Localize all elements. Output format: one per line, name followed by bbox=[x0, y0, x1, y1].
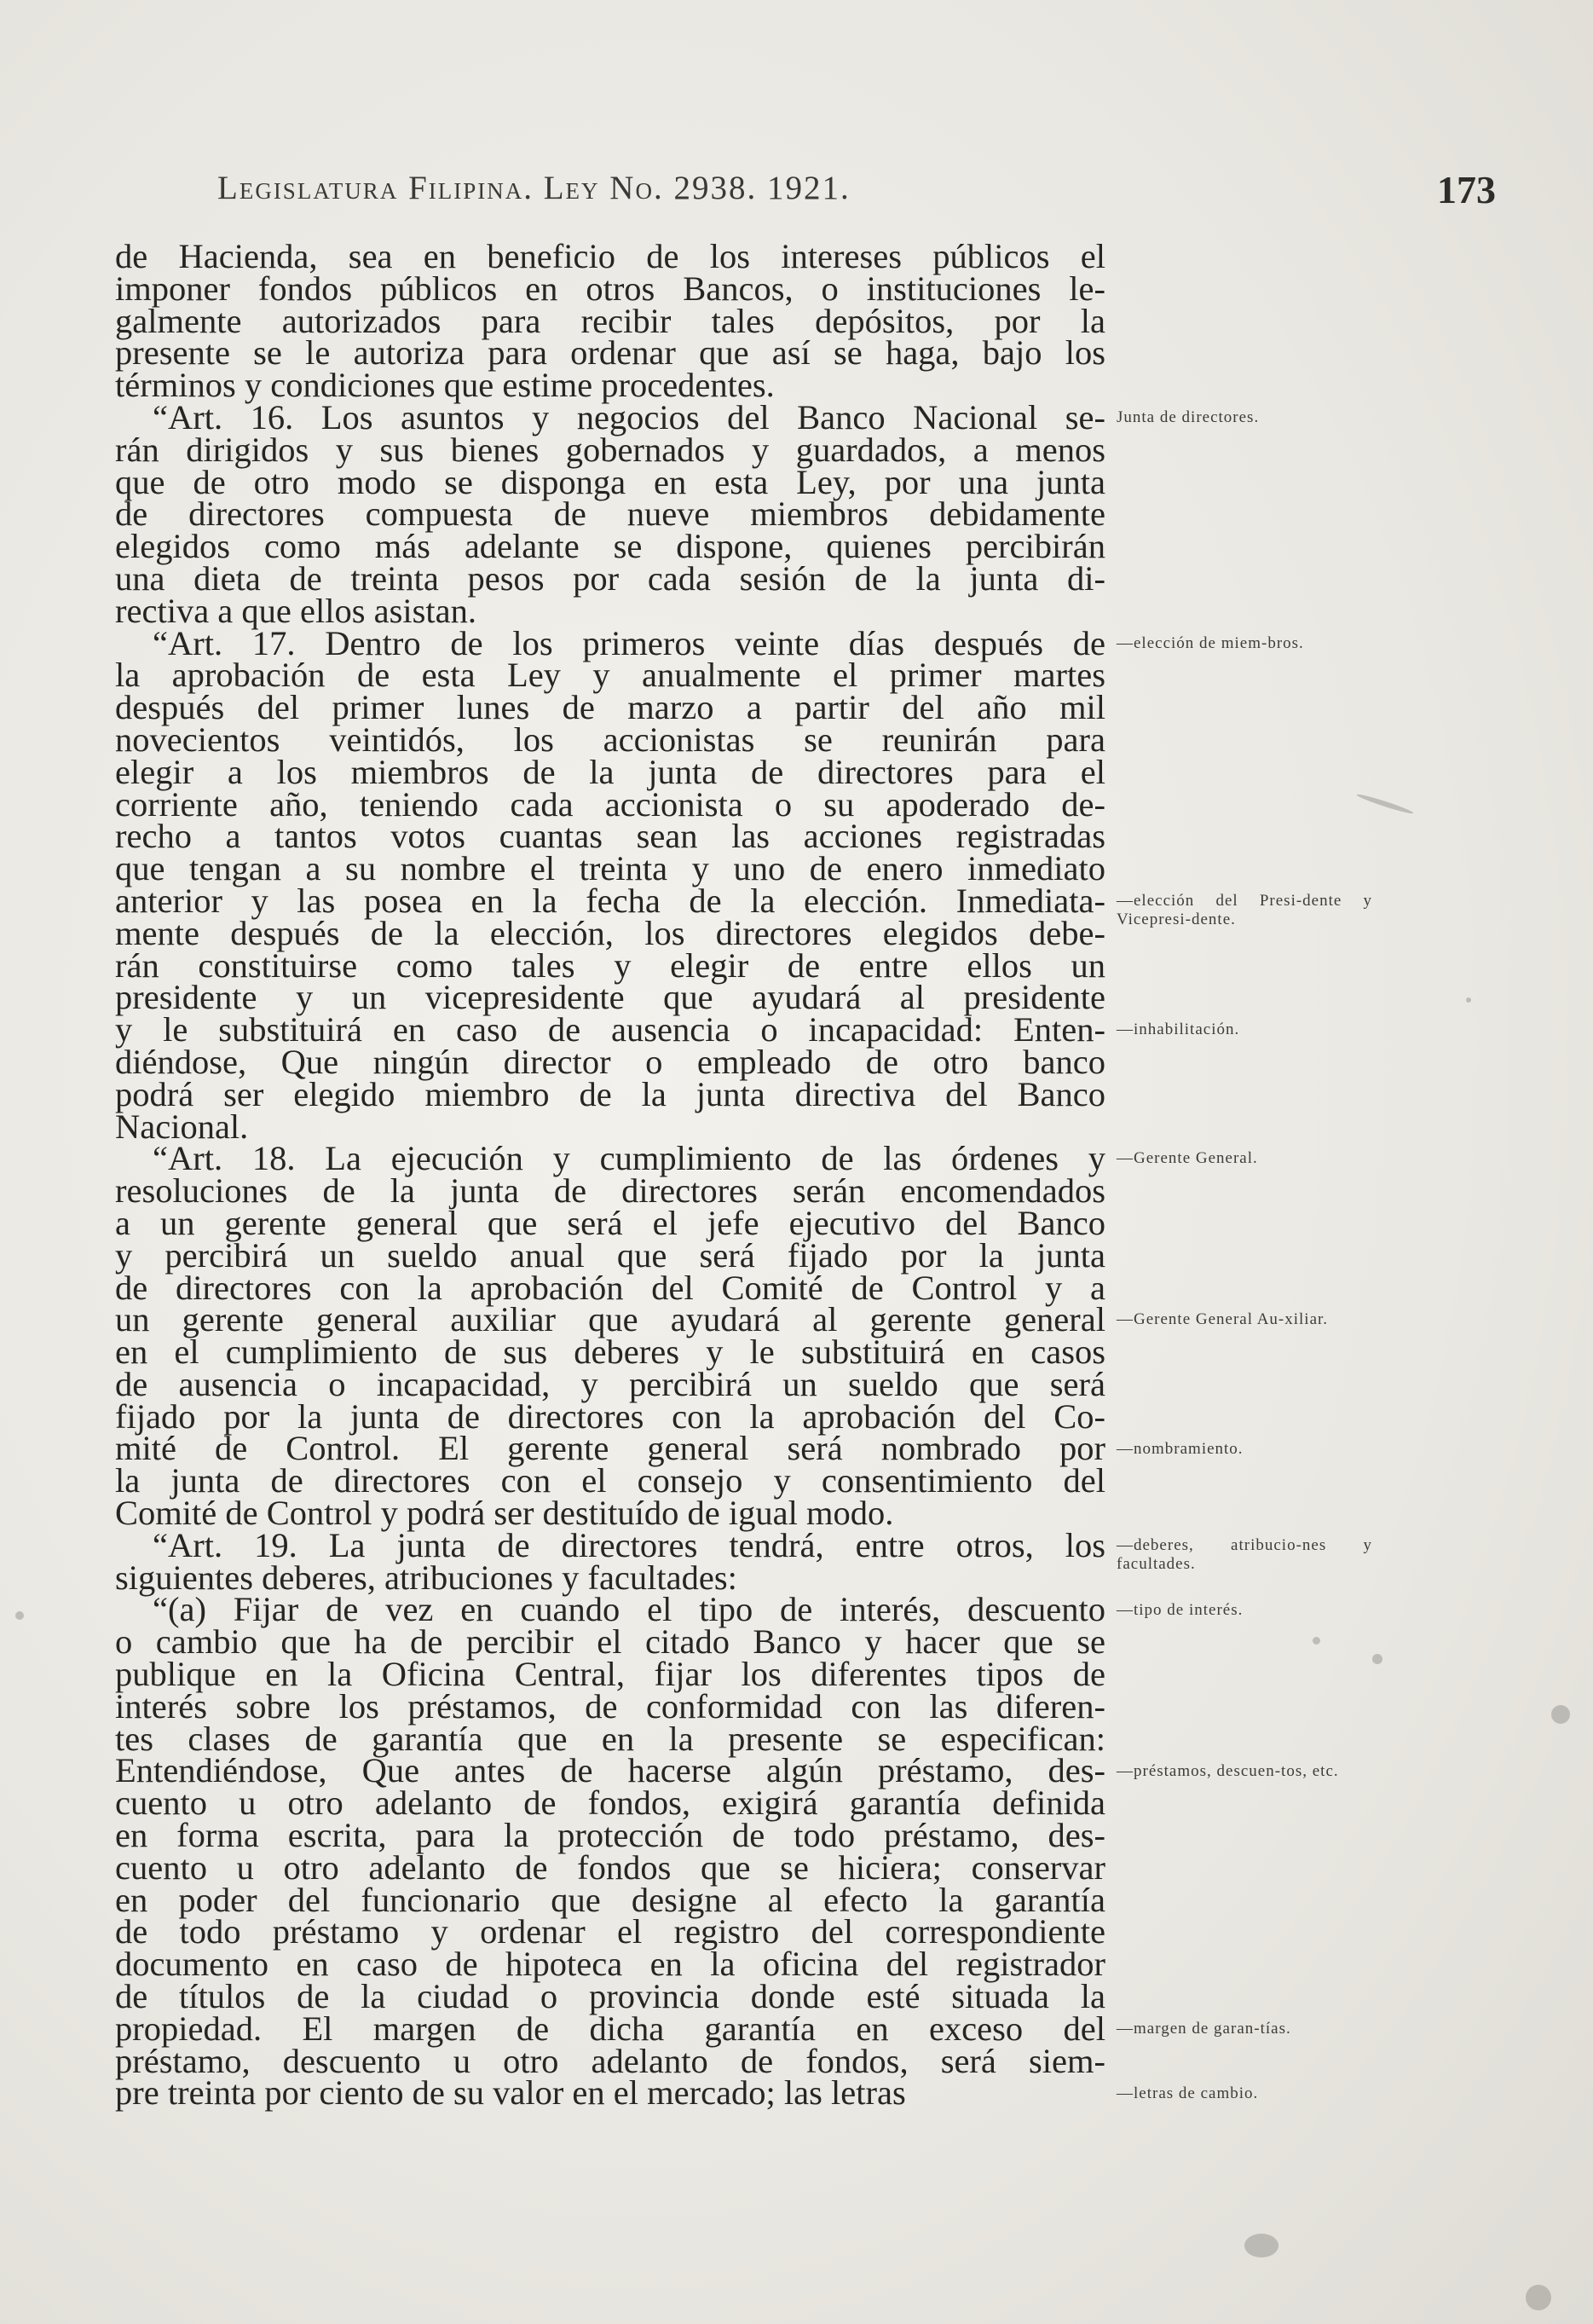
text-line: documento en caso de hipoteca en la oficina del registrador bbox=[115, 1945, 1105, 1984]
text-line: mité de Control. El gerente general será nombrado por bbox=[115, 1429, 1105, 1468]
text-line: corriente año, teniendo cada accionista o su apoderado de- bbox=[115, 784, 1105, 824]
text-line: presente se le autoriza para ordenar que así se haga, bajo los bbox=[115, 333, 1105, 373]
text-line: tes clases de garantía que en la presente se especifican: bbox=[115, 1719, 1105, 1758]
text-line: préstamo, descuento u otro adelanto de fondos, será siem- bbox=[115, 2041, 1105, 2080]
margin-note: —margen de garan-tías. bbox=[1117, 2020, 1291, 2038]
scan-speck bbox=[15, 1611, 24, 1620]
text-line: y le substituirá en caso de ausencia o incapacidad: Enten- bbox=[115, 1010, 1105, 1049]
text-line: términos y condiciones que estime procedentes. bbox=[115, 366, 775, 405]
margin-note: —préstamos, descuen-tos, etc. bbox=[1117, 1761, 1339, 1780]
margin-note: —nombramiento. bbox=[1117, 1439, 1244, 1458]
text-line: “Art. 16. Los asuntos y negocios del Banco Nacional se- bbox=[153, 397, 1105, 436]
text-line: después del primer lunes de marzo a partir del año mil bbox=[115, 688, 1105, 727]
text-line: “Art. 17. Dentro de los primeros veinte días después de bbox=[153, 623, 1105, 662]
text-line: de Hacienda, sea en beneficio de los intereses públicos el bbox=[115, 237, 1105, 275]
text-line: interés sobre los préstamos, de conformidad con las diferen- bbox=[115, 1686, 1105, 1726]
scan-speck bbox=[1313, 1637, 1320, 1645]
text-line: de ausencia o incapacidad, y percibirá un sueldo que será bbox=[115, 1364, 1105, 1403]
text-line: en el cumplimiento de sus deberes y le substituirá en casos bbox=[115, 1333, 1105, 1372]
text-line: pre treinta por ciento de su valor en el mercado; las letras bbox=[115, 2073, 906, 2113]
scan-speck bbox=[1466, 997, 1471, 1003]
scan-speck bbox=[1526, 2285, 1551, 2310]
scan-speck bbox=[1551, 1705, 1570, 1724]
text-line: elegidos como más adelante se dispone, quienes percibirán bbox=[115, 527, 1105, 566]
page-number: 173 bbox=[1437, 168, 1496, 211]
text-line: cuento u otro adelanto de fondos que se hiciera; conservar bbox=[115, 1847, 1105, 1887]
margin-note: —Gerente General Au-xiliar. bbox=[1117, 1310, 1329, 1329]
margin-note: —Gerente General. bbox=[1117, 1149, 1258, 1168]
text-line: un gerente general auxiliar que ayudará al gerente general bbox=[115, 1300, 1105, 1339]
text-line: en forma escrita, para la protección de todo préstamo, des- bbox=[115, 1816, 1105, 1855]
text-line: la junta de directores con el consejo y consentimiento del bbox=[115, 1461, 1105, 1500]
text-line: recho a tantos votos cuantas sean las acciones registradas bbox=[115, 817, 1105, 856]
text-line: “Art. 19. La junta de directores tendrá, entre otros, los bbox=[153, 1525, 1105, 1564]
text-line: la aprobación de esta Ley y anualmente el primer martes bbox=[115, 656, 1105, 695]
text-line: rectiva a que ellos asistan. bbox=[115, 591, 476, 630]
text-line: en poder del funcionario que designe al efecto la garantía bbox=[115, 1880, 1105, 1919]
text-line: de directores compuesta de nueve miembros debidamente bbox=[115, 494, 1105, 534]
scan-speck bbox=[1244, 2234, 1278, 2258]
text-line: “(a) Fijar de vez en cuando el tipo de interés, descuento bbox=[153, 1590, 1105, 1629]
scan-speck bbox=[1356, 792, 1414, 815]
text-line: imponer fondos públicos en otros Bancos, o instituciones le- bbox=[115, 269, 1105, 308]
running-title: Legislatura Filipina. Ley No. 2938. 1921. bbox=[217, 170, 851, 206]
text-line: Nacional. bbox=[115, 1107, 249, 1146]
text-line: Entendiéndose, Que antes de hacerse algún préstamo, des- bbox=[115, 1751, 1105, 1790]
margin-note: —letras de cambio. bbox=[1117, 2084, 1259, 2102]
text-line: de directores con la aprobación del Comité de Control y a bbox=[115, 1268, 1105, 1307]
margin-note: —elección del Presi-dente y Vicepresi-dente. bbox=[1117, 892, 1372, 928]
text-line: publique en la Oficina Central, fijar los diferentes tipos de bbox=[115, 1655, 1105, 1694]
text-line: resoluciones de la junta de directores serán encomendados bbox=[115, 1171, 1105, 1211]
text-line: y percibirá un sueldo anual que será fijado por la junta bbox=[115, 1235, 1105, 1275]
body-text bbox=[115, 237, 1105, 2113]
page-header bbox=[217, 168, 1496, 220]
margin-note: —inhabilitación. bbox=[1117, 1020, 1240, 1039]
text-line: galmente autorizados para recibir tales depósitos, por la bbox=[115, 301, 1105, 340]
margin-note: —elección de miem-bros. bbox=[1117, 633, 1304, 652]
text-line: que tengan a su nombre el treinta y uno de enero inmediato bbox=[115, 849, 1105, 888]
text-line: anterior y las posea en la fecha de la elección. Inmediata- bbox=[115, 881, 1105, 920]
text-line: novecientos veintidós, los accionistas se reunirán para bbox=[115, 720, 1105, 759]
text-line: Comité de Control y podrá ser destituído de igual modo. bbox=[115, 1494, 894, 1533]
text-line: propiedad. El margen de dicha garantía en exceso del bbox=[115, 2009, 1105, 2048]
text-line: mente después de la elección, los directores elegidos debe- bbox=[115, 913, 1105, 952]
text-line: fijado por la junta de directores con la aprobación del Co- bbox=[115, 1396, 1105, 1436]
text-line: diéndose, Que ningún director o empleado de otro banco bbox=[115, 1042, 1105, 1081]
text-line: rán constituirse como tales y elegir de entre ellos un bbox=[115, 945, 1105, 985]
text-line: de todo préstamo y ordenar el registro del correspondiente bbox=[115, 1912, 1105, 1951]
text-line: podrá ser elegido miembro de la junta directiva del Banco bbox=[115, 1074, 1105, 1113]
text-line: o cambio que ha de percibir el citado Banco y hacer que se bbox=[115, 1622, 1105, 1662]
margin-note: Junta de directores. bbox=[1117, 408, 1260, 426]
text-line: cuento u otro adelanto de fondos, exigirá garantía definida bbox=[115, 1783, 1105, 1823]
text-line: a un gerente general que será el jefe ejecutivo del Banco bbox=[115, 1203, 1105, 1242]
scan-speck bbox=[1372, 1654, 1382, 1664]
margin-note: —deberes, atribucio-nes y facultades. bbox=[1117, 1536, 1372, 1573]
text-line: elegir a los miembros de la junta de directores para el bbox=[115, 752, 1105, 791]
text-line: “Art. 18. La ejecución y cumplimiento de las órdenes y bbox=[153, 1139, 1105, 1178]
margin-note: —tipo de interés. bbox=[1117, 1600, 1244, 1619]
text-line: una dieta de treinta pesos por cada sesión de la junta di- bbox=[115, 558, 1105, 598]
text-line: presidente y un vicepresidente que ayudará al presidente bbox=[115, 978, 1105, 1017]
text-line: de títulos de la ciudad o provincia donde esté situada la bbox=[115, 1977, 1105, 2016]
text-line: que de otro modo se disponga en esta Ley, por una junta bbox=[115, 462, 1105, 501]
text-line: siguientes deberes, atribuciones y facultades: bbox=[115, 1558, 737, 1597]
text-line: rán dirigidos y sus bienes gobernados y guardados, a menos bbox=[115, 430, 1105, 469]
